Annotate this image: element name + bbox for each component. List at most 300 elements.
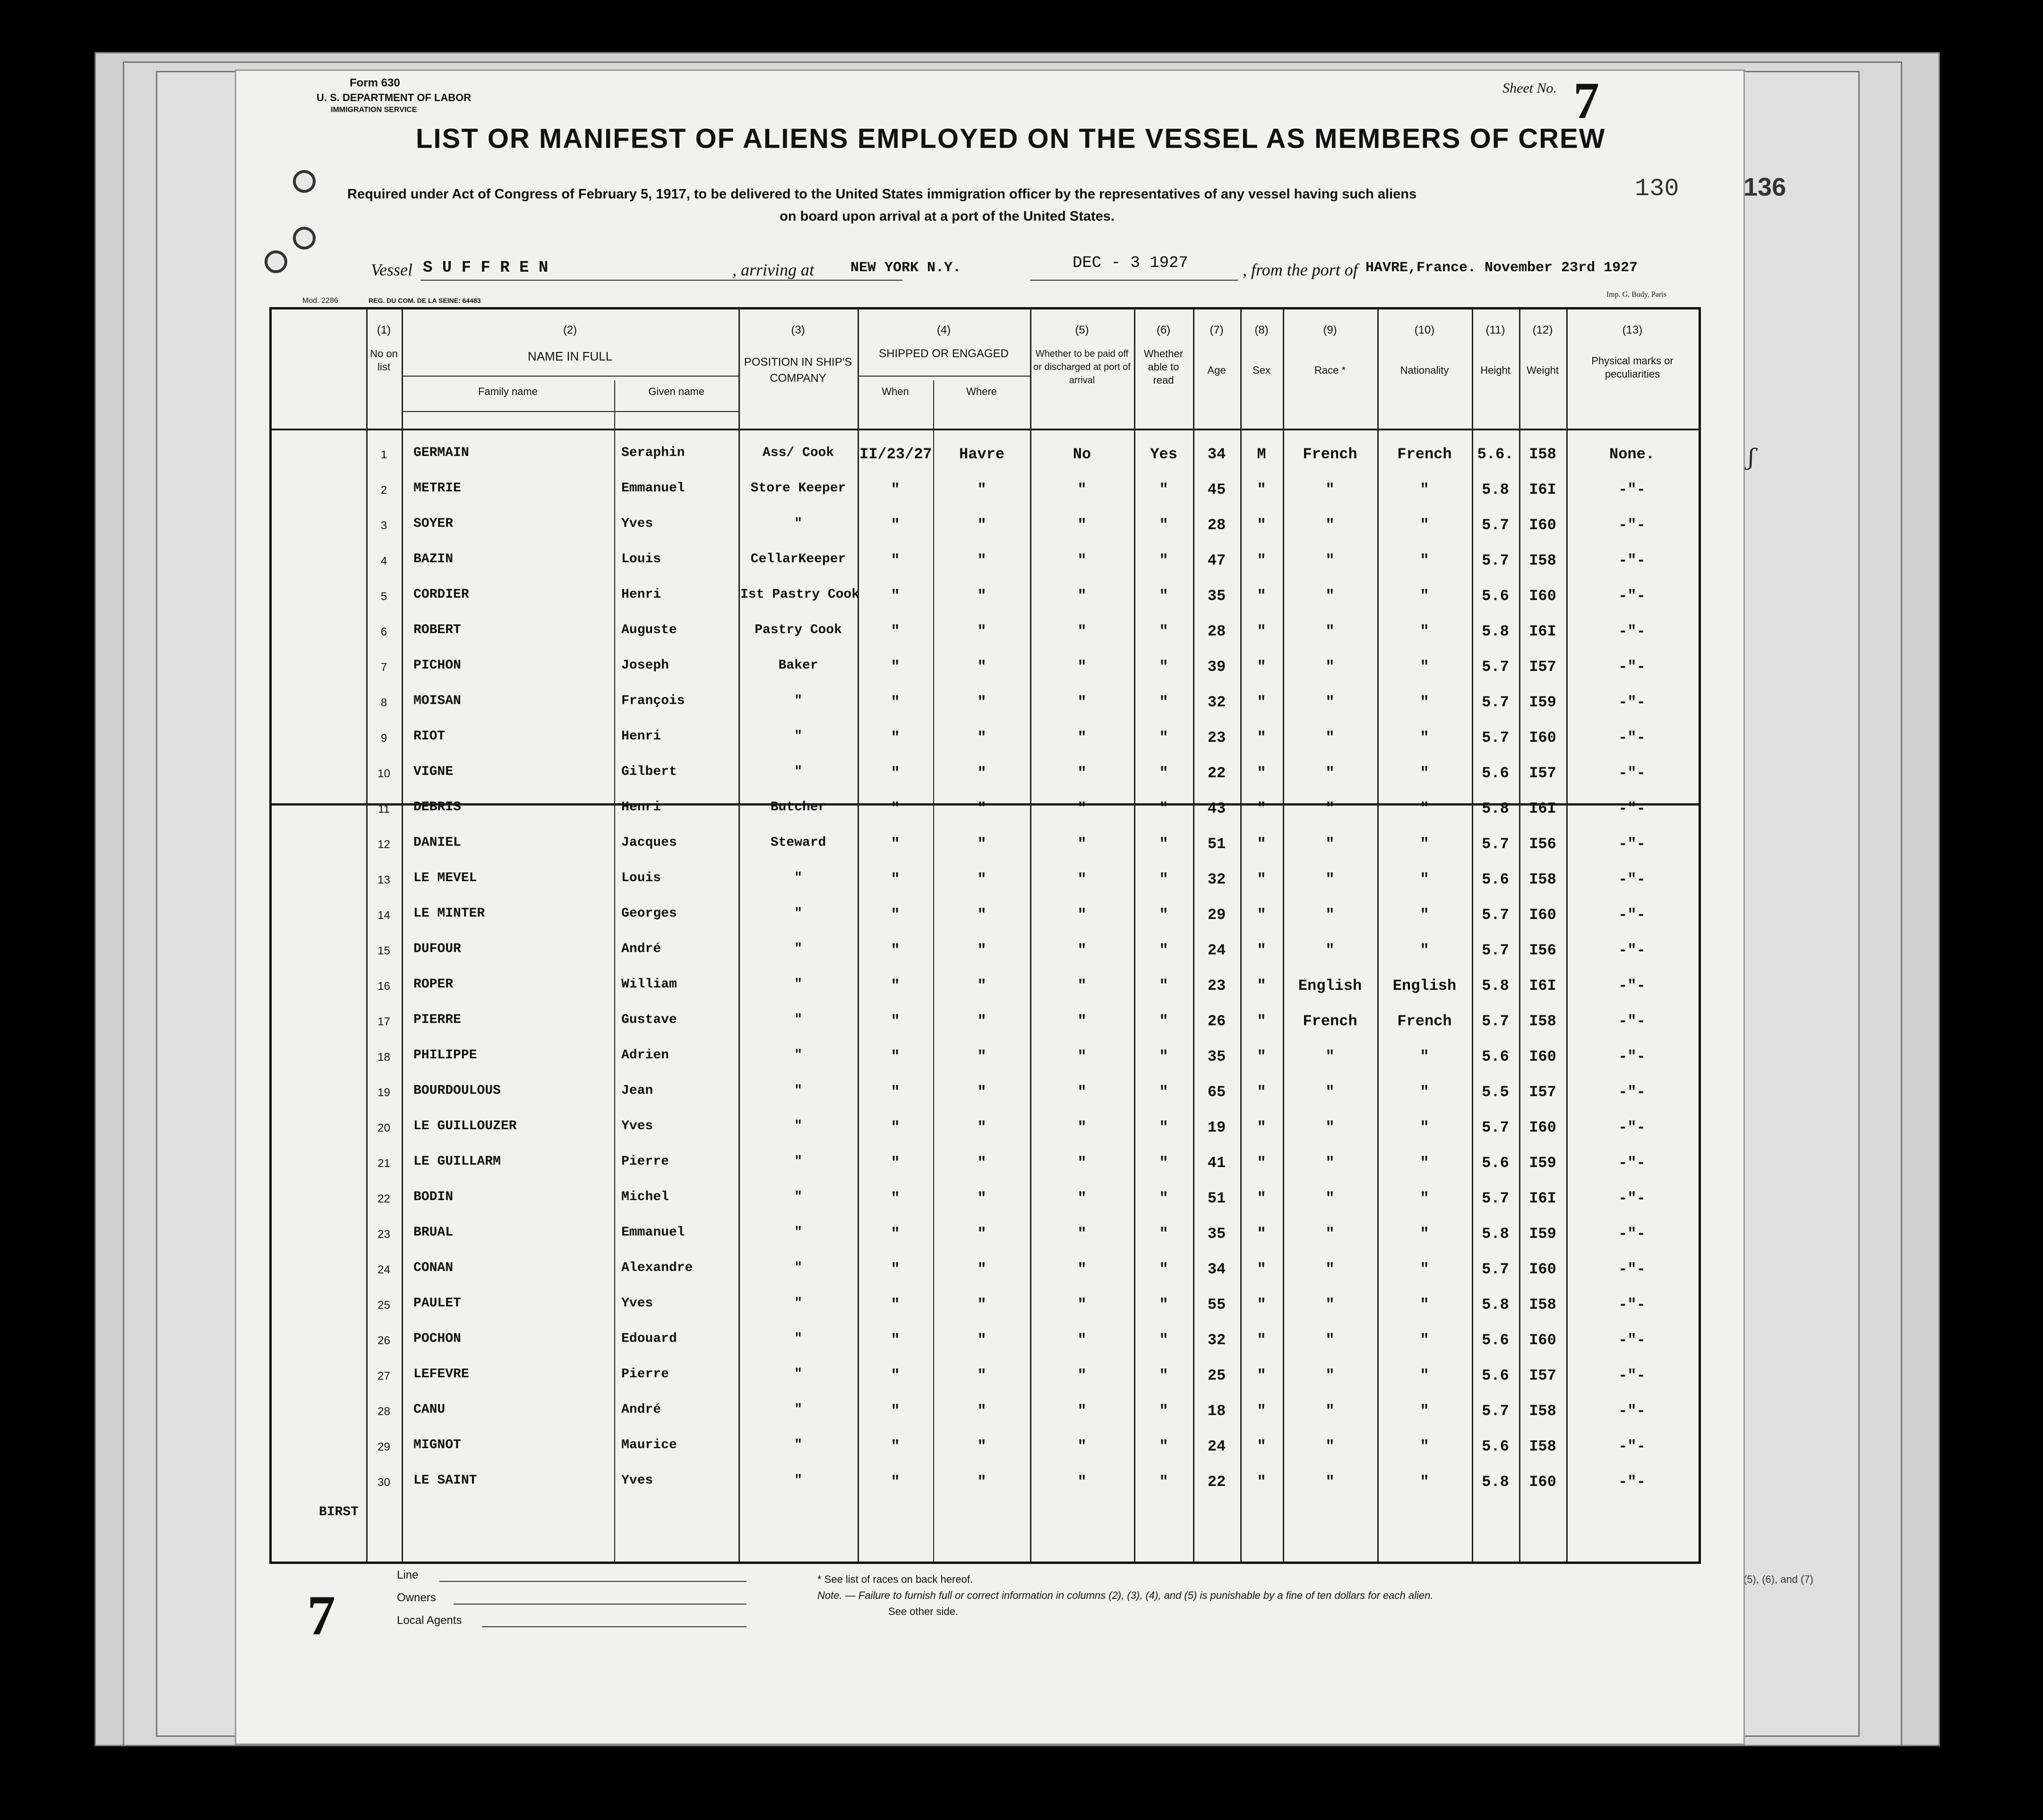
cell-nationality: " <box>1420 1225 1429 1243</box>
col9-header: Race * <box>1314 364 1346 376</box>
cell-given: Edouard <box>621 1331 677 1346</box>
col10-header: Nationality <box>1400 364 1449 376</box>
cell-position: Baker <box>778 658 818 673</box>
side-columns-note: (5), (6), and (7) <box>1743 1573 1813 1585</box>
cell-height: 5.6 <box>1482 1438 1509 1455</box>
cell-height: 5.7 <box>1482 942 1509 959</box>
cell-no: 26 <box>378 1334 390 1347</box>
table-row <box>272 756 1699 791</box>
cell-paid: " <box>1077 729 1087 747</box>
cell-age: 22 <box>1207 764 1226 782</box>
cell-weight: I57 <box>1529 1083 1556 1101</box>
cell-where: " <box>977 1331 987 1349</box>
cell-marks: -"- <box>1618 1225 1646 1243</box>
cell-read: " <box>1159 977 1168 995</box>
cell-nationality: " <box>1420 694 1429 711</box>
cell-read: " <box>1159 1190 1168 1207</box>
cell-position: " <box>794 942 802 956</box>
cell-no: 9 <box>380 732 387 745</box>
cell-weight: I6I <box>1529 977 1556 995</box>
cell-family: LE MEVEL <box>413 871 477 885</box>
cell-paid: " <box>1077 835 1087 853</box>
mod-label: Mod. 2286 <box>302 297 338 305</box>
arriving-port: NEW YORK N.Y. <box>850 260 961 276</box>
vessel-label: Vessel <box>371 260 412 279</box>
table-row <box>272 1146 1699 1181</box>
cell-position: Ass/ Cook <box>762 446 834 460</box>
cell-race: " <box>1325 552 1335 569</box>
cell-sex: M <box>1257 446 1266 463</box>
cell-sex: " <box>1257 1154 1266 1172</box>
cell-no: 20 <box>378 1122 390 1134</box>
cell-paid: " <box>1077 1154 1087 1172</box>
cell-given: Adrien <box>621 1048 669 1063</box>
cell-when: " <box>891 1261 900 1278</box>
cell-position: " <box>794 1013 802 1027</box>
cell-no: 5 <box>380 590 387 603</box>
cell-race: " <box>1325 729 1335 747</box>
cell-weight: I6I <box>1529 481 1556 498</box>
cell-no: 2 <box>380 484 387 497</box>
cell-given: André <box>621 1402 661 1417</box>
vessel-name: S U F F R E N <box>423 259 549 277</box>
cell-position: " <box>794 1402 802 1417</box>
cell-where: " <box>977 1225 987 1243</box>
cell-no: 4 <box>380 555 387 567</box>
table-row <box>272 1323 1699 1358</box>
cell-weight: I60 <box>1529 1119 1556 1136</box>
cell-paid: " <box>1077 1367 1087 1384</box>
owners-underline <box>454 1604 747 1605</box>
col7-header: Age <box>1207 364 1226 376</box>
cell-weight: I58 <box>1529 552 1556 569</box>
table-row <box>272 969 1699 1004</box>
cell-family: LE SAINT <box>413 1473 477 1488</box>
cell-marks: -"- <box>1618 1190 1646 1207</box>
cell-nationality: " <box>1420 906 1429 924</box>
cell-paid: " <box>1077 1438 1087 1455</box>
cell-position: " <box>794 1331 802 1346</box>
cell-race: " <box>1325 658 1335 676</box>
cell-age: 18 <box>1207 1402 1226 1420</box>
cell-sex: " <box>1257 764 1266 782</box>
cell-no: 16 <box>378 980 390 993</box>
cell-position: Ist Pastry Cook <box>740 587 860 602</box>
col6-number: (6) <box>1156 324 1171 336</box>
cell-race: " <box>1325 694 1335 711</box>
cell-no: 3 <box>380 519 387 532</box>
cell-age: 35 <box>1207 1048 1226 1065</box>
cell-nationality: French <box>1397 1013 1452 1030</box>
cell-marks: -"- <box>1618 1083 1646 1101</box>
cell-given: Pierre <box>621 1367 669 1382</box>
cell-family: MIGNOT <box>413 1438 461 1452</box>
cell-height: 5.6. <box>1477 446 1514 463</box>
cell-position: " <box>794 764 802 779</box>
cell-family: VIGNE <box>413 764 454 779</box>
cell-given: Emmanuel <box>621 481 685 496</box>
table-row <box>272 721 1699 756</box>
cell-paid: " <box>1077 977 1087 995</box>
footnote-other-side: See other side. <box>888 1605 958 1617</box>
table-row <box>272 1004 1699 1039</box>
cell-age: 39 <box>1207 658 1226 676</box>
cell-no: 29 <box>378 1441 390 1453</box>
cell-paid: " <box>1077 906 1087 924</box>
cell-where: " <box>977 1296 987 1313</box>
cell-read: " <box>1159 835 1168 853</box>
cell-age: 24 <box>1207 1438 1226 1455</box>
cell-race: " <box>1325 835 1335 853</box>
cell-position: " <box>794 977 802 992</box>
cell-where: " <box>977 1190 987 1207</box>
cell-marks: -"- <box>1618 1013 1646 1030</box>
cell-race: " <box>1325 516 1335 534</box>
cell-race: " <box>1325 1473 1335 1491</box>
manifest-table <box>269 307 1701 1564</box>
cell-height: 5.8 <box>1482 1225 1509 1243</box>
cell-when: " <box>891 1367 900 1384</box>
cell-position: " <box>794 516 802 531</box>
cell-race: " <box>1325 1402 1335 1420</box>
from-label: , from the port of <box>1243 260 1358 279</box>
cell-read: " <box>1159 1225 1168 1243</box>
cell-height: 5.7 <box>1482 1190 1509 1207</box>
cell-sex: " <box>1257 1473 1266 1491</box>
col2-header: NAME IN FULL <box>527 349 613 363</box>
cell-sex: " <box>1257 1296 1266 1313</box>
cell-paid: " <box>1077 1013 1087 1030</box>
table-row <box>272 791 1699 827</box>
cell-weight: I58 <box>1529 871 1556 888</box>
cell-family: CANU <box>413 1402 446 1417</box>
col10-number: (10) <box>1414 324 1435 336</box>
cell-read: " <box>1159 658 1168 676</box>
cell-given: Pierre <box>621 1154 669 1169</box>
cell-height: 5.7 <box>1482 552 1509 569</box>
col13-number: (13) <box>1622 324 1643 336</box>
table-row <box>272 827 1699 862</box>
cell-read: " <box>1159 1438 1168 1455</box>
col3-header: POSITION IN SHIP'S COMPANY <box>744 356 852 385</box>
cell-paid: No <box>1073 446 1091 463</box>
cell-given: Alexandre <box>621 1261 693 1275</box>
cell-sex: " <box>1257 1367 1266 1384</box>
cell-weight: I57 <box>1529 764 1556 782</box>
cell-when: " <box>891 1119 900 1136</box>
cell-where: " <box>977 587 987 605</box>
page-title: LIST OR MANIFEST OF ALIENS EMPLOYED ON THE VESSEL AS MEMBERS OF CREW <box>416 123 1606 154</box>
cell-when: " <box>891 1083 900 1101</box>
cell-when: " <box>891 764 900 782</box>
cell-nationality: " <box>1420 1438 1429 1455</box>
cell-race: " <box>1325 1331 1335 1349</box>
col4-header: SHIPPED OR ENGAGED <box>879 347 1009 360</box>
cell-where: " <box>977 942 987 959</box>
punch-hole <box>293 170 316 193</box>
cell-weight: I58 <box>1529 1402 1556 1420</box>
cell-paid: " <box>1077 764 1087 782</box>
cell-paid: " <box>1077 871 1087 888</box>
line-underline <box>439 1581 747 1582</box>
cell-age: 19 <box>1207 1119 1226 1136</box>
cell-when: " <box>891 1013 900 1030</box>
cell-read: " <box>1159 800 1168 817</box>
table-row <box>272 1252 1699 1288</box>
cell-family: BODIN <box>413 1190 454 1204</box>
cell-age: 41 <box>1207 1154 1226 1172</box>
cell-sex: " <box>1257 1261 1266 1278</box>
col13-header: Physical marks or peculiarities <box>1591 355 1674 380</box>
cell-read: " <box>1159 1048 1168 1065</box>
cell-given: Jean <box>621 1083 653 1098</box>
cell-marks: -"- <box>1618 481 1646 498</box>
cell-age: 22 <box>1207 1473 1226 1491</box>
table-row <box>272 1394 1699 1429</box>
cell-when: " <box>891 1296 900 1313</box>
cell-paid: " <box>1077 1261 1087 1278</box>
cell-no: 27 <box>378 1370 390 1382</box>
cell-paid: " <box>1077 516 1087 534</box>
cell-paid: " <box>1077 1048 1087 1065</box>
cell-paid: " <box>1077 552 1087 569</box>
cell-sex: " <box>1257 800 1266 817</box>
footnote-penalty: Note. — Failure to furnish full or correct information in columns (2), (3), (4), and (5) is punishable by a fine of ten dollars for each alien. <box>817 1589 1434 1601</box>
cell-where: " <box>977 1402 987 1420</box>
cell-where: " <box>977 871 987 888</box>
cell-height: 5.7 <box>1482 1402 1509 1420</box>
cell-when: " <box>891 906 900 924</box>
cell-paid: " <box>1077 1331 1087 1349</box>
cell-where: " <box>977 1154 987 1172</box>
col1-number: (1) <box>377 324 391 336</box>
cell-age: 55 <box>1207 1296 1226 1313</box>
table-row <box>272 1217 1699 1252</box>
cell-weight: I58 <box>1529 446 1556 463</box>
table-row <box>272 472 1699 508</box>
cell-sex: " <box>1257 942 1266 959</box>
cell-family: LE GUILLARM <box>413 1154 501 1169</box>
cell-height: 5.7 <box>1482 906 1509 924</box>
cell-where: " <box>977 1013 987 1030</box>
cell-weight: I60 <box>1529 1331 1556 1349</box>
cell-sex: " <box>1257 835 1266 853</box>
cell-family: ROBERT <box>413 623 461 637</box>
cell-age: 47 <box>1207 552 1226 569</box>
cell-marks: -"- <box>1618 587 1646 605</box>
cell-read: " <box>1159 1367 1168 1384</box>
col2-number: (2) <box>563 324 577 336</box>
col4-when-header: When <box>882 386 909 397</box>
cell-given: Yves <box>621 1473 653 1488</box>
col4-number: (4) <box>936 324 951 336</box>
cell-when: " <box>891 552 900 569</box>
side-stamp-number: 136 <box>1743 173 1786 201</box>
cell-family: PICHON <box>413 658 461 673</box>
cell-weight: I57 <box>1529 1367 1556 1384</box>
cell-marks: -"- <box>1618 729 1646 747</box>
cell-when: " <box>891 516 900 534</box>
cell-given: André <box>621 942 661 956</box>
cell-family: MOISAN <box>413 694 461 708</box>
cell-sex: " <box>1257 1225 1266 1243</box>
cell-height: 5.8 <box>1482 623 1509 640</box>
cell-read: " <box>1159 587 1168 605</box>
cell-nationality: " <box>1420 1331 1429 1349</box>
cell-race: " <box>1325 871 1335 888</box>
cell-given: Yves <box>621 1296 653 1311</box>
cell-given: Gustave <box>621 1013 677 1027</box>
cell-no: 13 <box>378 874 390 886</box>
cell-no: 10 <box>378 767 390 780</box>
cell-no: 22 <box>378 1193 390 1205</box>
cell-height: 5.7 <box>1482 835 1509 853</box>
cell-when: " <box>891 835 900 853</box>
cell-race: " <box>1325 1154 1335 1172</box>
cell-sex: " <box>1257 977 1266 995</box>
cell-sex: " <box>1257 906 1266 924</box>
cell-marks: -"- <box>1618 1331 1646 1349</box>
cell-weight: I60 <box>1529 1473 1556 1491</box>
cell-nationality: " <box>1420 1367 1429 1384</box>
cell-read: " <box>1159 694 1168 711</box>
arrival-date: DEC - 3 1927 <box>1073 254 1188 272</box>
cell-read: " <box>1159 1013 1168 1030</box>
cell-family: PIERRE <box>413 1013 461 1027</box>
cell-no: 30 <box>378 1476 390 1489</box>
cell-family: LE GUILLOUZER <box>413 1119 517 1133</box>
col6-header: Whether able to read <box>1143 348 1184 386</box>
cell-sex: " <box>1257 1402 1266 1420</box>
col1-header: No on list <box>370 348 398 373</box>
cell-position: " <box>794 694 802 708</box>
cell-no: 15 <box>378 944 390 957</box>
table-row <box>272 543 1699 579</box>
cell-weight: I6I <box>1529 623 1556 640</box>
cell-height: 5.7 <box>1482 1261 1509 1278</box>
table-row <box>272 898 1699 933</box>
cell-given: Georges <box>621 906 677 921</box>
col12-number: (12) <box>1532 324 1553 336</box>
cell-marks: -"- <box>1618 942 1646 959</box>
cell-family: ROPER <box>413 977 454 992</box>
cell-nationality: " <box>1420 1119 1429 1136</box>
cell-age: 29 <box>1207 906 1226 924</box>
cell-marks: -"- <box>1618 906 1646 924</box>
service-name: IMMIGRATION SERVICE <box>331 106 417 114</box>
col2-family-header: Family name <box>478 386 538 397</box>
cell-family: BAZIN <box>413 552 454 567</box>
cell-where: " <box>977 552 987 569</box>
handwritten-margin-note: ʃ <box>1748 444 1755 471</box>
cell-when: " <box>891 729 900 747</box>
cell-age: 23 <box>1207 729 1226 747</box>
cell-weight: I58 <box>1529 1013 1556 1030</box>
cell-position: " <box>794 871 802 885</box>
cell-paid: " <box>1077 800 1087 817</box>
cell-paid: " <box>1077 1473 1087 1491</box>
cell-position: " <box>794 1154 802 1169</box>
cell-no: 25 <box>378 1299 390 1312</box>
cell-position: " <box>794 1190 802 1204</box>
cell-given: Yves <box>621 516 653 531</box>
vessel-underline <box>421 280 902 281</box>
cell-height: 5.6 <box>1482 1048 1509 1065</box>
table-row <box>272 1358 1699 1394</box>
cell-family: LE MINTER <box>413 906 485 921</box>
cell-no: 17 <box>378 1015 390 1028</box>
cell-paid: " <box>1077 1296 1087 1313</box>
cell-race: French <box>1303 446 1357 463</box>
table-row <box>272 685 1699 721</box>
cell-age: 34 <box>1207 1261 1226 1278</box>
cell-position: CellarKeeper <box>750 552 846 567</box>
cell-nationality: French <box>1397 446 1452 463</box>
cell-age: 23 <box>1207 977 1226 995</box>
cell-marks: -"- <box>1618 694 1646 711</box>
cell-sex: " <box>1257 552 1266 569</box>
cell-given: Louis <box>621 552 661 567</box>
cell-weight: I60 <box>1529 587 1556 605</box>
cell-given: Joseph <box>621 658 669 673</box>
cell-position: " <box>794 1473 802 1488</box>
cell-when: II/23/27 <box>859 446 932 463</box>
cell-given: Gilbert <box>621 764 677 779</box>
cell-when: " <box>891 1048 900 1065</box>
cell-marks: -"- <box>1618 552 1646 569</box>
registry-label: REG. DU COM. DE LA SEINE: 64483 <box>369 297 481 304</box>
cell-where: " <box>977 977 987 995</box>
cell-given: Henri <box>621 587 661 602</box>
table-row <box>272 933 1699 969</box>
subtitle-line-2: on board upon arrival at a port of the United States. <box>780 209 1115 224</box>
cell-weight: I60 <box>1529 1048 1556 1065</box>
cell-height: 5.8 <box>1482 977 1509 995</box>
cell-weight: I60 <box>1529 1261 1556 1278</box>
cell-position: " <box>794 1261 802 1275</box>
cell-position: " <box>794 1048 802 1063</box>
cell-where: Havre <box>959 446 1004 463</box>
cell-when: " <box>891 800 900 817</box>
cell-when: " <box>891 623 900 640</box>
cell-nationality: " <box>1420 552 1429 569</box>
cell-where: " <box>977 1261 987 1278</box>
arriving-label: , arriving at <box>732 260 815 279</box>
cell-position: " <box>794 1367 802 1382</box>
table-row <box>272 1288 1699 1323</box>
cell-marks: -"- <box>1618 764 1646 782</box>
table-row <box>272 1465 1699 1500</box>
cell-family: PAULET <box>413 1296 461 1311</box>
cell-family: CORDIER <box>413 587 469 602</box>
cell-nationality: " <box>1420 1402 1429 1420</box>
cell-height: 5.8 <box>1482 1296 1509 1313</box>
cell-read: " <box>1159 1154 1168 1172</box>
cell-where: " <box>977 835 987 853</box>
cell-no: 14 <box>378 909 390 922</box>
cell-family: CONAN <box>413 1261 454 1275</box>
cell-no: 6 <box>380 626 387 638</box>
cell-where: " <box>977 516 987 534</box>
cell-sex: " <box>1257 1013 1266 1030</box>
cell-when: " <box>891 1154 900 1172</box>
punch-hole <box>293 227 316 249</box>
cell-no: 24 <box>378 1263 390 1276</box>
cell-read: " <box>1159 871 1168 888</box>
cell-nationality: " <box>1420 835 1429 853</box>
cell-no: 8 <box>380 696 387 709</box>
cell-weight: I59 <box>1529 694 1556 711</box>
